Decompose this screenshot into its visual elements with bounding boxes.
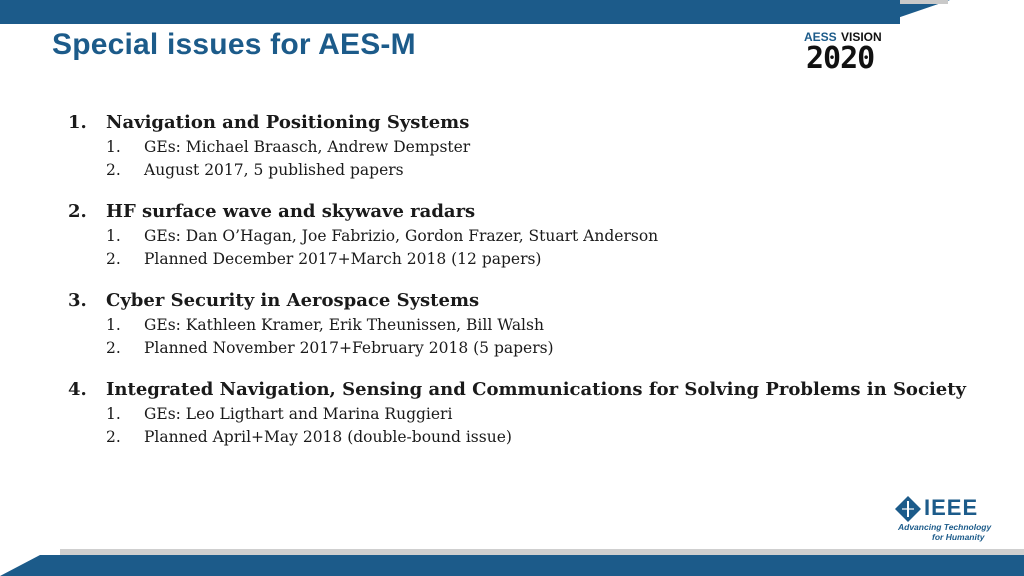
item-heading-row <box>68 199 968 225</box>
ieee-diamond-icon <box>894 495 922 523</box>
top-banner-band <box>0 0 900 24</box>
sub-item-text: GEs: Michael Braasch, Andrew Dempster <box>144 138 471 156</box>
bottom-banner-wedge <box>0 555 40 576</box>
item-heading-row <box>68 288 968 314</box>
item-heading: Integrated Navigation, Sensing and Communications for Solving Problems in Society <box>106 379 966 400</box>
bottom-banner <box>0 549 1024 576</box>
item-heading-row <box>68 110 968 136</box>
ieee-tagline-1: Advancing Technology <box>898 522 992 532</box>
year-logo-text: 2020 <box>806 41 875 76</box>
sub-item <box>68 159 968 182</box>
sub-item-text: GEs: Leo Ligthart and Marina Ruggieri <box>144 405 453 423</box>
item-number: 1. <box>68 112 87 133</box>
ieee-tagline-2: for Humanity <box>932 532 985 542</box>
slide-title: Special issues for AES-M <box>52 28 416 61</box>
item-heading: HF surface wave and skywave radars <box>106 201 476 222</box>
sub-item-text: Planned December 2017+March 2018 (12 papers) <box>144 250 542 268</box>
sub-item-number: 1. <box>106 405 121 423</box>
sub-item-number: 2. <box>106 161 121 179</box>
sub-item <box>68 248 968 271</box>
sub-item-text: August 2017, 5 published papers <box>144 161 404 179</box>
item-heading-row <box>68 377 968 403</box>
sub-item-text: GEs: Kathleen Kramer, Erik Theunissen, Bill Walsh <box>144 316 544 334</box>
top-banner <box>0 0 1024 24</box>
sub-item <box>68 136 968 159</box>
sub-item-number: 1. <box>106 227 121 245</box>
sub-item-number: 1. <box>106 138 121 156</box>
item-heading: Cyber Security in Aerospace Systems <box>106 290 480 311</box>
sub-item-text: Planned April+May 2018 (double-bound issue) <box>144 428 512 446</box>
item-number: 3. <box>68 290 87 311</box>
sub-item-text: GEs: Dan O’Hagan, Joe Fabrizio, Gordon Frazer, Stuart Anderson <box>144 227 659 245</box>
ieee-logo-word: IEEE <box>924 495 979 520</box>
item-number: 2. <box>68 201 87 222</box>
sub-item-number: 1. <box>106 316 121 334</box>
list-item <box>68 110 968 182</box>
aess-vision-2020-logo <box>804 27 888 77</box>
sub-item <box>68 225 968 248</box>
sub-item-number: 2. <box>106 250 121 268</box>
sub-item-number: 2. <box>106 339 121 357</box>
sub-item <box>68 403 968 426</box>
special-issues-list <box>68 110 968 466</box>
sub-item <box>68 337 968 360</box>
list-item <box>68 199 968 271</box>
list-item <box>68 288 968 360</box>
vision-logo-text: VISION <box>841 30 882 44</box>
item-heading: Navigation and Positioning Systems <box>106 112 470 133</box>
sub-item <box>68 426 968 449</box>
item-number: 4. <box>68 379 87 400</box>
sub-item-number: 2. <box>106 428 121 446</box>
sub-item <box>68 314 968 337</box>
top-banner-shade <box>900 0 948 4</box>
list-item <box>68 377 968 449</box>
sub-item-text: Planned November 2017+February 2018 (5 papers) <box>144 339 554 357</box>
aess-logo-text: AESS <box>804 30 837 44</box>
bottom-banner-band <box>40 555 1024 576</box>
ieee-logo <box>894 495 1004 543</box>
